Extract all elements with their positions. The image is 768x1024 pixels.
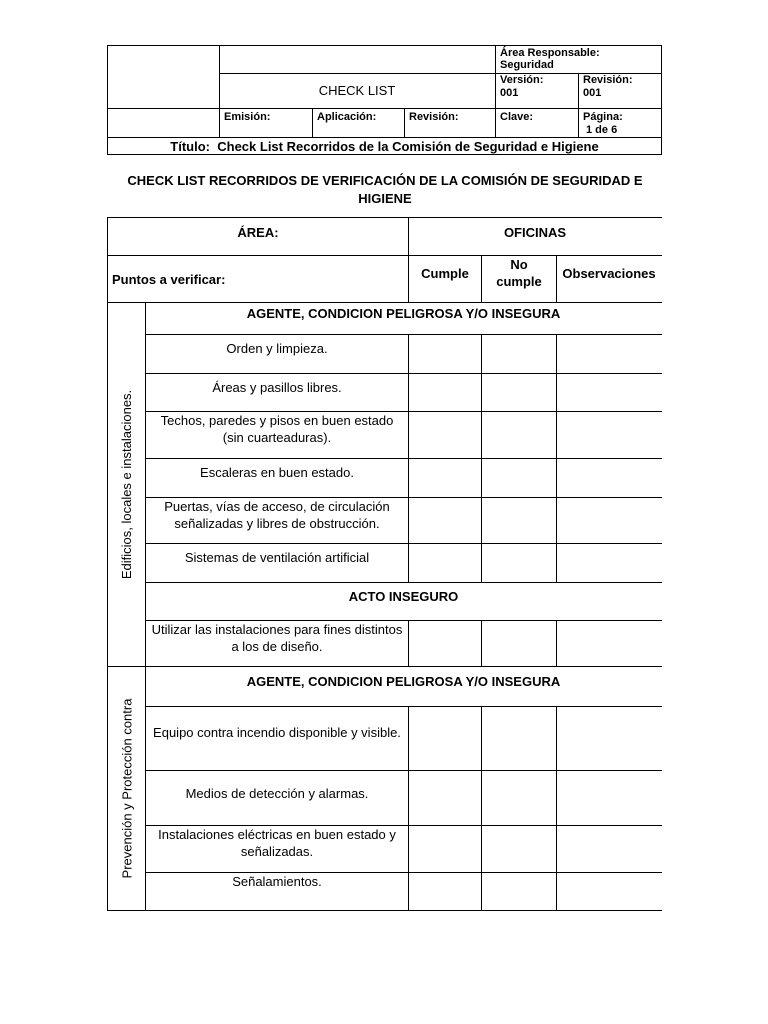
emision-label: Emisión: xyxy=(224,111,271,123)
col-no-cumple xyxy=(482,256,556,290)
list-item: Orden y limpieza. xyxy=(226,340,328,356)
list-item: Áreas y pasillos libres. xyxy=(212,379,342,395)
pagina-label: Página: xyxy=(583,111,623,123)
area-label: ÁREA: xyxy=(237,225,279,240)
area-responsable-label: Área Responsable: xyxy=(500,47,600,59)
list-item: Señalamientos. xyxy=(232,873,322,889)
titulo-label: Título: xyxy=(170,138,211,154)
col-no-cumple-line-1: No xyxy=(510,257,528,272)
revision-value: 001 xyxy=(583,87,602,99)
aplicacion-label: Aplicación: xyxy=(317,111,377,123)
group-label-edificios: Edificios, locales e instalaciones. xyxy=(119,389,135,580)
document-title: CHECK LIST xyxy=(318,83,396,98)
list-item: Escaleras en buen estado. xyxy=(200,464,354,480)
list-item: Equipo contra incendio disponible y visible. xyxy=(153,724,401,740)
col-observaciones: Observaciones xyxy=(562,265,656,281)
clave-label: Clave: xyxy=(500,111,534,123)
area-value: OFICINAS xyxy=(503,225,567,240)
area-responsable-value: Seguridad xyxy=(500,59,554,71)
col-no-cumple-line-2: cumple xyxy=(496,274,542,289)
puntos-label: Puntos a verificar: xyxy=(112,271,226,287)
section-title-acto-inseguro: ACTO INSEGURO xyxy=(348,588,459,604)
titulo-value: Check List Recorridos de la Comisión de Seguridad e Higiene xyxy=(217,138,599,154)
list-item: Sistemas de ventilación artificial xyxy=(184,549,370,565)
main-title-line-2: HIGIENE xyxy=(358,191,412,206)
section-title-agente-2: AGENTE, CONDICION PELIGROSA Y/O INSEGURA xyxy=(246,673,561,689)
list-item: Techos, paredes y pisos en buen estado (sin cuarteaduras). xyxy=(160,413,394,445)
revision-label: Revisión: xyxy=(583,74,633,86)
list-item: Puertas, vías de acceso, de circulación señalizadas y libres de obstrucción. xyxy=(164,499,390,531)
version-label: Versión: xyxy=(500,74,544,86)
version-value: 001 xyxy=(500,87,519,99)
section-title-agente-1: AGENTE, CONDICION PELIGROSA Y/O INSEGURA xyxy=(246,305,561,321)
revision-label-2: Revisión: xyxy=(409,111,459,123)
list-item: Instalaciones eléctricas en buen estado y señalizadas. xyxy=(158,827,396,859)
group-label-prevencion: Prevención y Protección contra xyxy=(119,698,134,879)
main-title xyxy=(100,172,670,208)
list-item: Utilizar las instalaciones para fines distintos a los de diseño. xyxy=(151,622,403,654)
col-cumple: Cumple xyxy=(421,265,469,281)
titulo-row xyxy=(108,138,661,154)
list-item: Medios de detección y alarmas. xyxy=(185,785,369,801)
pagina-value: 1 de 6 xyxy=(586,124,618,136)
main-title-line-1: CHECK LIST RECORRIDOS DE VERIFICACIÓN DE LA COMISIÓN DE SEGURIDAD E xyxy=(127,173,643,188)
